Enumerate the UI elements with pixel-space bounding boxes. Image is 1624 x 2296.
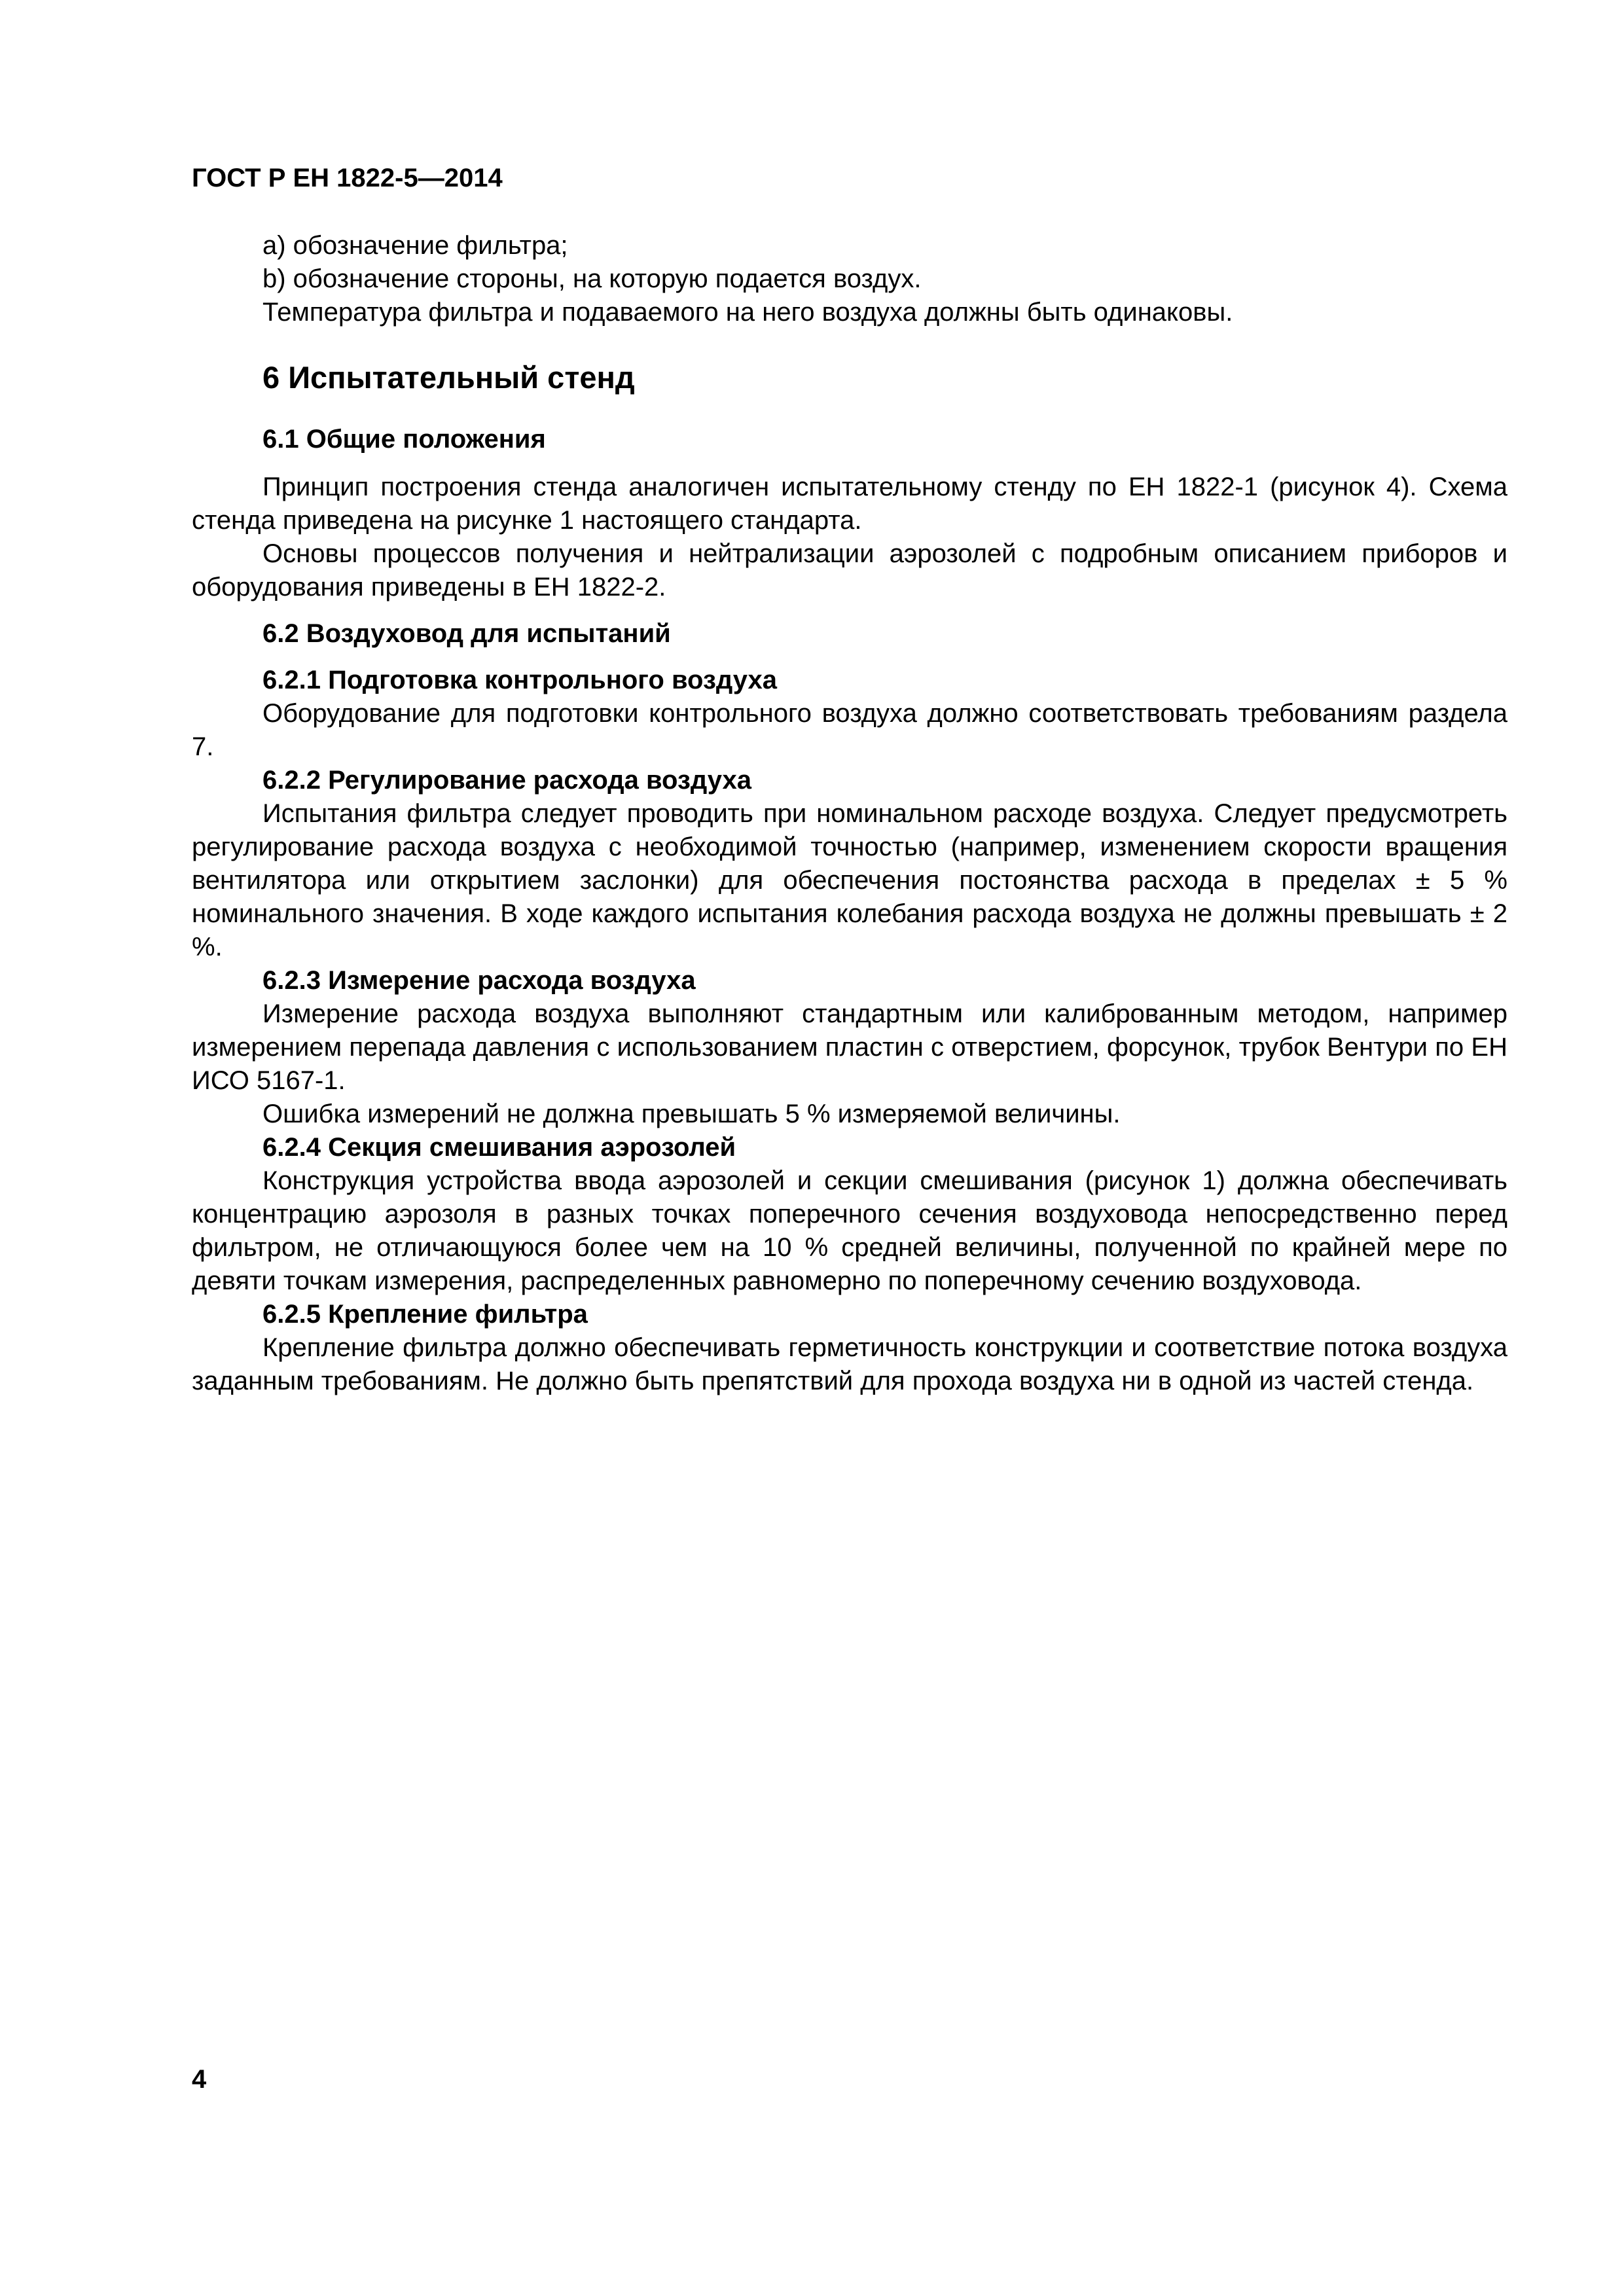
section-6-1-paragraph-1: Принцип построения стенда аналогичен испытательному стенду по ЕН 1822-1 (рисунок 4). Схема стенда приведена на рисунке 1 настоящего стандарта.: [192, 473, 1507, 535]
section-6-1-heading: 6.1 Общие положения: [262, 425, 546, 454]
section-6-2-1-paragraph: Оборудование для подготовки контрольного воздуха должно соответствовать требованиям раздела 7.: [192, 699, 1507, 761]
section-6-2-heading: 6.2 Воздуховод для испытаний: [262, 619, 671, 648]
section-6-2-5-heading: 6.2.5 Крепление фильтра: [262, 1300, 588, 1329]
intro-paragraph: Температура фильтра и подаваемого на него воздуха должны быть одинаковы.: [262, 298, 1233, 327]
section-6-2-3-heading: 6.2.3 Измерение расхода воздуха: [262, 966, 696, 995]
page-number: 4: [192, 2065, 207, 2094]
document-body: [192, 229, 1507, 1398]
section-6-2-1-heading: 6.2.1 Подготовка контрольного воздуха: [262, 666, 777, 694]
section-6-2-3-paragraph-2: Ошибка измерений не должна превышать 5 % измеряемой величины.: [262, 1100, 1121, 1128]
section-6-2-5-paragraph: Крепление фильтра должно обеспечивать герметичность конструкции и соответствие потока воздуха заданным требованиям. Не должно быть препятствий для прохода воздуха ни в одной из частей стенда.: [192, 1333, 1507, 1395]
list-item-a: a) обозначение фильтра;: [262, 231, 568, 260]
section-6-heading: 6 Испытательный стенд: [262, 360, 635, 395]
section-6-2-2-heading: 6.2.2 Регулирование расхода воздуха: [262, 766, 751, 795]
list-item-b: b) обозначение стороны, на которую подается воздух.: [262, 264, 922, 293]
section-6-2-4-heading: 6.2.4 Секция смешивания аэрозолей: [262, 1133, 736, 1162]
section-6-1-paragraph-2: Основы процессов получения и нейтрализации аэрозолей с подробным описанием приборов и оборудования приведены в ЕН 1822-2.: [192, 539, 1507, 601]
section-6-2-3-paragraph-1: Измерение расхода воздуха выполняют стандартным или калиброванным методом, например измерением перепада давления с использованием пластин с отверстием, форсунок, трубок Вентури по ЕН ИСО 5167-1.: [192, 999, 1507, 1095]
section-6-2-2-paragraph: Испытания фильтра следует проводить при номинальном расходе воздуха. Следует предусмотреть регулирование расхода воздуха с необходимой точностью (например, изменением скорости вращения вентилятора или открытием заслонки) для обеспечения постоянства расхода в пределах ± 5 % номинального значения. В ходе каждого испытания колебания расхода воздуха не должны превышать ± 2 %.: [192, 799, 1507, 961]
page-header: ГОСТ Р ЕН 1822-5—2014: [192, 164, 503, 192]
section-6-2-4-paragraph: Конструкция устройства ввода аэрозолей и секции смешивания (рисунок 1) должна обеспечивать концентрацию аэрозоля в разных точках поперечного сечения воздуховода непосредственно перед фильтром, не отличающуюся более чем на 10 % средней величины, полученной по крайней мере по девяти точкам измерения, распределенных равномерно по поперечному сечению воздуховода.: [192, 1166, 1507, 1295]
